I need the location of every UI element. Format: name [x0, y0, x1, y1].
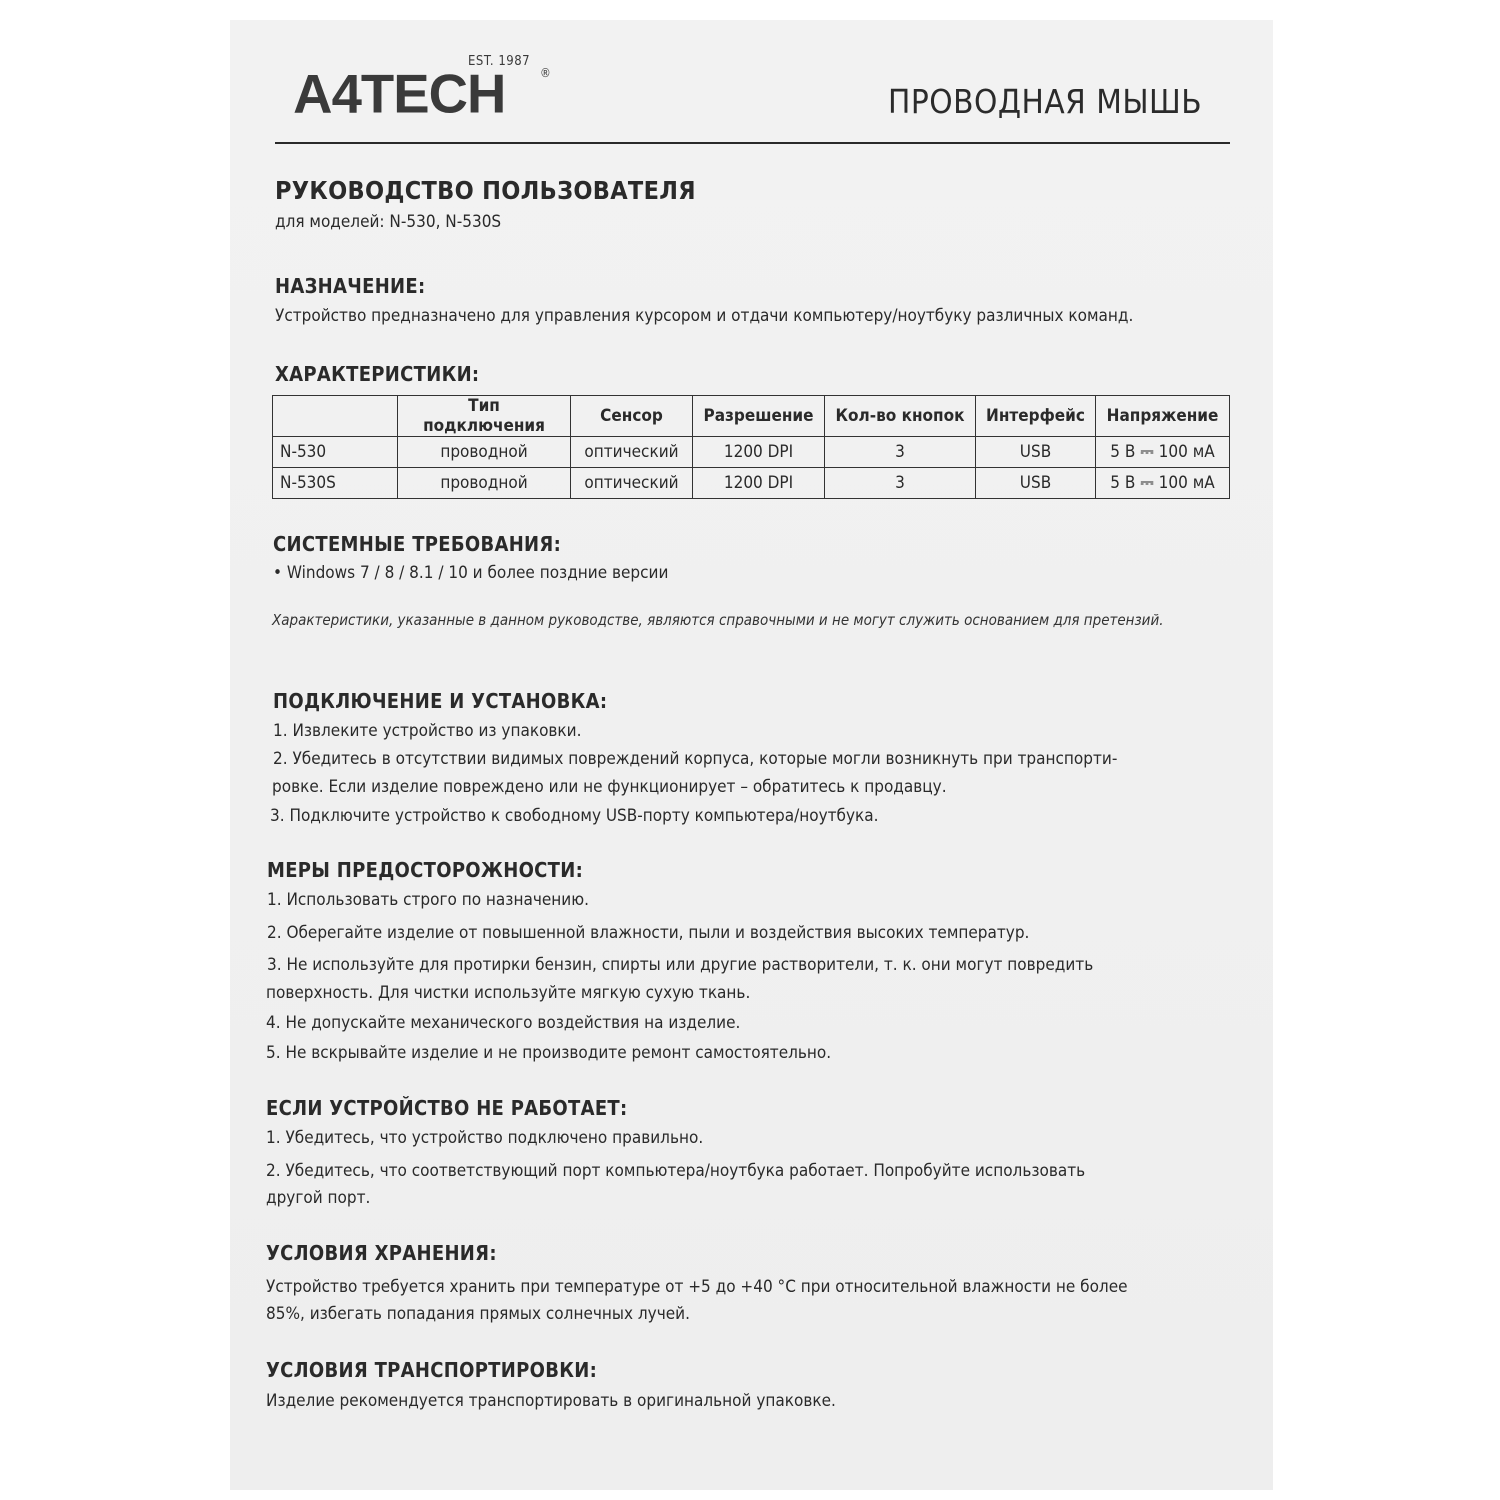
est-label: EST. 1987: [468, 54, 531, 69]
brand-wordmark: A4TECH: [293, 63, 506, 124]
precaution-1: 1. Использовать строго по назначению.: [267, 890, 589, 910]
col-header-buttons: Кол-во кнопок: [825, 396, 976, 437]
cell-model: N-530S: [273, 468, 398, 499]
col-header-voltage: Напряжение: [1096, 396, 1230, 437]
table-row: [273, 437, 1230, 468]
precautions-heading: МЕРЫ ПРЕДОСТОРОЖНОСТИ:: [267, 858, 584, 882]
install-step-1: 1. Извлеките устройство из упаковки.: [273, 721, 582, 741]
system-item: • Windows 7 / 8 / 8.1 / 10 и более поздние версии: [273, 563, 669, 583]
product-type-title: ПРОВОДНАЯ МЫШЬ: [888, 82, 1203, 121]
specs-table: [272, 395, 1230, 499]
storage-line-2: 85%, избегать попадания прямых солнечных лучей.: [266, 1304, 690, 1324]
install-step-3: 3. Подключите устройство к свободному USB-порту компьютера/ноутбука.: [270, 806, 879, 826]
precaution-4: 4. Не допускайте механического воздействия на изделие.: [266, 1013, 741, 1033]
cell-buttons: 3: [825, 437, 976, 468]
cell-model: N-530: [273, 437, 398, 468]
cell-sensor: оптический: [571, 437, 693, 468]
troubleshoot-heading: ЕСЛИ УСТРОЙСТВО НЕ РАБОТАЕТ:: [266, 1096, 628, 1120]
manual-title: РУКОВОДСТВО ПОЛЬЗОВАТЕЛЯ: [275, 176, 696, 205]
troubleshoot-2b: другой порт.: [266, 1188, 371, 1208]
troubleshoot-1: 1. Убедитесь, что устройство подключено правильно.: [266, 1128, 704, 1148]
cell-buttons: 3: [825, 468, 976, 499]
precaution-3b: поверхность. Для чистки используйте мягкую сухую ткань.: [266, 983, 751, 1003]
precaution-5: 5. Не вскрывайте изделие и не производите ремонт самостоятельно.: [266, 1043, 832, 1063]
transport-text: Изделие рекомендуется транспортировать в оригинальной упаковке.: [266, 1391, 836, 1411]
col-header-connection: Тип подключения: [398, 396, 571, 437]
cell-voltage: 5 В ⎓ 100 мА: [1096, 437, 1230, 468]
precaution-3a: 3. Не используйте для протирки бензин, спирты или другие растворители, т. к. они могут повредить: [267, 955, 1094, 975]
purpose-text: Устройство предназначено для управления курсором и отдачи компьютеру/ноутбуку различных команд.: [275, 306, 1134, 326]
cell-resolution: 1200 DPI: [693, 437, 825, 468]
system-heading: СИСТЕМНЫЕ ТРЕБОВАНИЯ:: [273, 532, 562, 556]
install-step-2a: 2. Убедитесь в отсутствии видимых повреждений корпуса, которые могли возникнуть при транспорти-: [273, 749, 1118, 769]
troubleshoot-2a: 2. Убедитесь, что соответствующий порт компьютера/ноутбука работает. Попробуйте использовать: [266, 1161, 1086, 1181]
specs-header-row: [273, 396, 1230, 437]
storage-heading: УСЛОВИЯ ХРАНЕНИЯ:: [266, 1241, 497, 1265]
col-header-model: [273, 396, 398, 437]
disclaimer-note: Характеристики, указанные в данном руководстве, являются справочными и не могут служить основанием для претензий.: [272, 611, 1164, 629]
install-heading: ПОДКЛЮЧЕНИЕ И УСТАНОВКА:: [273, 689, 608, 713]
col-header-interface: Интерфейс: [976, 396, 1096, 437]
storage-line-1: Устройство требуется хранить при температуре от +5 до +40 °С при относительной влажности не более: [266, 1277, 1128, 1297]
cell-connection: проводной: [398, 468, 571, 499]
col-header-sensor: Сенсор: [571, 396, 693, 437]
purpose-heading: НАЗНАЧЕНИЕ:: [275, 274, 426, 298]
specs-heading: ХАРАКТЕРИСТИКИ:: [275, 362, 480, 386]
transport-heading: УСЛОВИЯ ТРАНСПОРТИРОВКИ:: [266, 1358, 598, 1382]
table-row: [273, 468, 1230, 499]
registered-mark: ®: [540, 66, 551, 80]
col-header-resolution: Разрешение: [693, 396, 825, 437]
precaution-2: 2. Оберегайте изделие от повышенной влажности, пыли и воздействия высоких температур.: [267, 923, 1030, 943]
cell-voltage: 5 В ⎓ 100 мА: [1096, 468, 1230, 499]
manual-sheet: [230, 20, 1273, 1490]
cell-interface: USB: [976, 468, 1096, 499]
cell-interface: USB: [976, 437, 1096, 468]
cell-connection: проводной: [398, 437, 571, 468]
header-divider: [275, 142, 1230, 144]
install-step-2b: ровке. Если изделие повреждено или не функционирует – обратитесь к продавцу.: [272, 777, 947, 797]
cell-sensor: оптический: [571, 468, 693, 499]
cell-resolution: 1200 DPI: [693, 468, 825, 499]
a4tech-logo: [285, 62, 555, 124]
models-line: для моделей: N-530, N-530S: [275, 212, 502, 232]
